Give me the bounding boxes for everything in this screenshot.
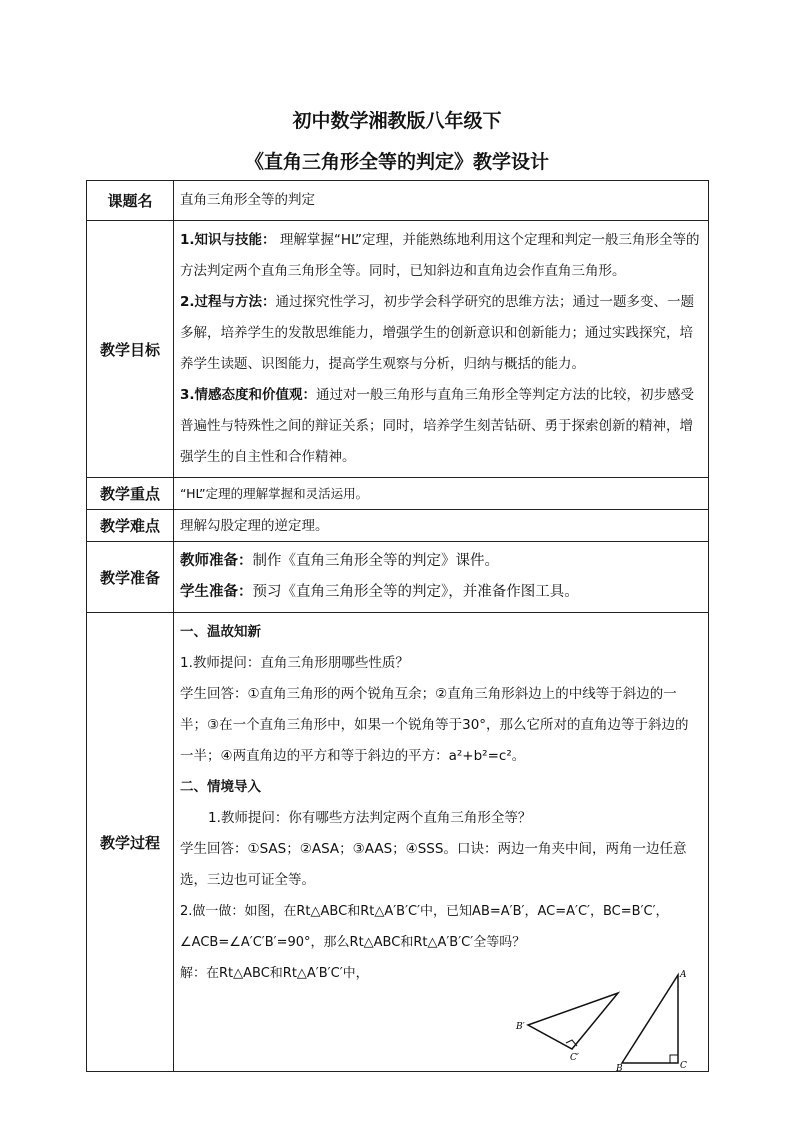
answer-1: 学生回答：①直角三角形的两个锐角互余；②直角三角形斜边上的中线等于斜边的一半；③在一个直角三角形中，如果一个锐角等于30°，那么它所对的直角边等于斜边的一半；④两直角边的平方和等于斜边的平方：a²+b²=c²。: [180, 686, 689, 764]
section-heading: 一、温故知新: [180, 624, 261, 640]
label-difficulty: 教学难点: [87, 510, 174, 542]
title-line-2: 《直角三角形全等的判定》教学设计: [244, 151, 549, 173]
student-prep: 学生准备：预习《直角三角形全等的判定》，并准备作图工具。: [180, 584, 579, 600]
label-objectives: 教学目标: [87, 221, 174, 478]
title-line-1: 初中数学湘教版八年级下: [292, 110, 502, 132]
solution-start: 解：在Rt△ABC和Rt△A′B′C′中，: [180, 966, 369, 981]
question-2: 1.教师提问：你有哪些方法判定两个直角三角形全等？: [208, 810, 532, 826]
objective-item: 3.情感态度和价值观：通过对一般三角形与直角三角形全等判定方法的比较，初步感受普遍性与特殊性之间的辩证关系；同时，培养学生刻苦钻研、勇于探索创新的精神，增强学生的自主性和合作精神。: [180, 387, 695, 465]
lesson-plan-table: [86, 180, 709, 1072]
label-topic: 课题名: [87, 181, 174, 221]
row-topic: [87, 181, 709, 221]
right-angle-mark: [670, 1055, 678, 1063]
section-heading: 二、情境导入: [180, 779, 261, 795]
row-key-point: [87, 478, 709, 510]
row-preparation: [87, 542, 709, 613]
label-key-point: 教学重点: [87, 478, 174, 510]
label-a: A: [680, 970, 687, 980]
row-process: [87, 613, 709, 1072]
topic-text: 直角三角形全等的判定: [174, 181, 709, 221]
answer-2: 学生回答：①SAS；②ASA；③AAS；④SSS。口诀：两边一角夹中间，两角一边任意选，三边也可证全等。: [180, 841, 687, 888]
teacher-prep: 教师准备：制作《直角三角形全等的判定》课件。: [180, 553, 499, 569]
preparation-content: [174, 542, 709, 613]
triangles-diagram: [508, 967, 698, 1071]
row-objectives: [87, 221, 709, 478]
label-cp: C′: [570, 1053, 579, 1063]
label-bp: B′: [516, 1022, 525, 1032]
triangle-abc: [622, 975, 678, 1063]
key-point-text: “HL”定理的理解掌握和灵活运用。: [174, 478, 709, 510]
question-1: 1.教师提问：直角三角形朋哪些性质？: [180, 655, 409, 671]
row-difficulty: [87, 510, 709, 542]
difficulty-text: 理解勾股定理的逆定理。: [174, 510, 709, 542]
objective-item: 1.知识与技能： 理解掌握“HL”定理，并能熟练地利用这个定理和判定一般三角形全等的方法判定两个直角三角形全等。同时，已知斜边和直角边会作直角三角形。: [180, 232, 700, 279]
objectives-content: [174, 221, 709, 478]
process-content: [174, 613, 709, 1072]
objective-item: 2.过程与方法：通过探究性学习，初步学会科学研究的思维方法；通过一题多变、一题多解，培养学生的发散思维能力，增强学生的创新意识和创新能力；通过实践探究，培养学生读题、识图能力，提高学生观察与分析，归纳与概括的能力。: [180, 294, 695, 372]
label-b: B: [616, 1064, 623, 1071]
label-preparation: 教学准备: [87, 542, 174, 613]
label-c: C: [680, 1061, 687, 1071]
question-3: 2.做一做：如图，在Rt△ABC和Rt△A′B′C′中，已知AB=A′B′，AC=A′C′，BC=B′C′，∠ACB=∠A′C′B′=90°，那么Rt△ABC和Rt△A′B′C′全等吗？: [180, 904, 669, 950]
label-process: 教学过程: [87, 613, 174, 1072]
